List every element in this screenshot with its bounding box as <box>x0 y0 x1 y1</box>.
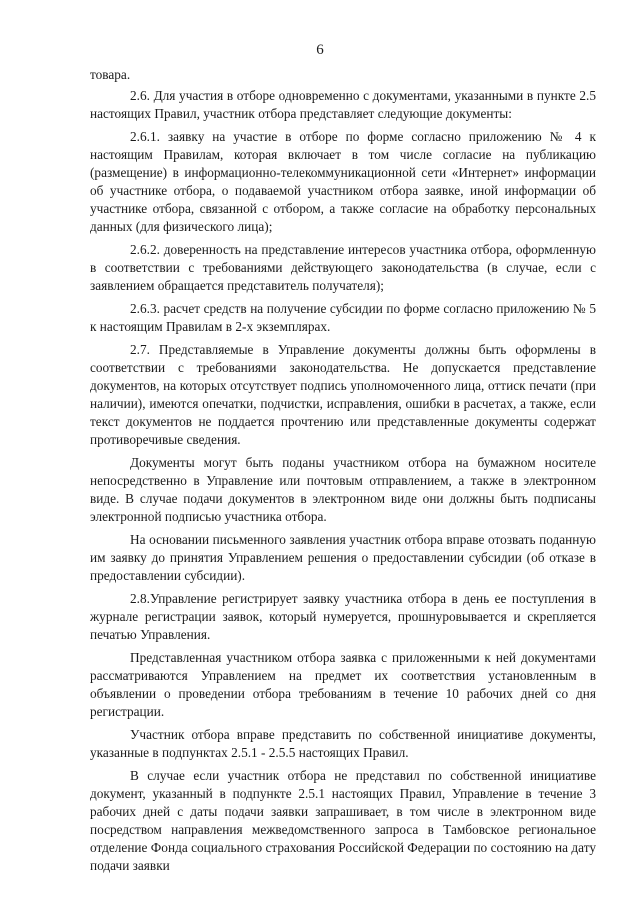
paragraph-submission-methods: Документы могут быть поданы участником отбора на бумажном носителе непосредственно в Управление или почтовым отправлением, а также в электронном виде. В случае подачи документов в электронном виде они должны быть подписаны электронной подписью участника отбора. <box>90 455 596 524</box>
paragraph-2-6-1: 2.6.1. заявку на участие в отборе по форме согласно приложению № 4 к настоящим Правилам, которая включает в том числе согласие на публикацию (размещение) в информационно-телекоммуникационной сети «Интернет» информации об участнике отбора, о подаваемой участником отбора заявке, иной информации об участнике отбора, связанной с отбором, а также согласие на обработку персональных данных (для физического лица); <box>90 129 596 234</box>
paragraph-2-6-3: 2.6.3. расчет средств на получение субсидии по форме согласно приложению № 5 к настоящим Правилам в 2-х экземплярах. <box>90 301 596 334</box>
paragraph-continuation: товара. <box>90 67 131 82</box>
page-number: 6 <box>316 42 324 58</box>
paragraph-own-initiative: Участник отбора вправе представить по собственной инициативе документы, указанные в подпунктах 2.5.1 - 2.5.5 настоящих Правил. <box>90 727 596 760</box>
body-text <box>90 66 596 880</box>
paragraph-2-8: 2.8.Управление регистрирует заявку участника отбора в день ее поступления в журнале регистрации заявок, который нумеруется, прошнуровывается и скрепляется печатью Управления. <box>90 591 596 642</box>
paragraph-withdrawal: На основании письменного заявления участник отбора вправе отозвать поданную им заявку до принятия Управлением решения о предоставлении субсидии (об отказе в предоставлении субсидии). <box>90 532 596 583</box>
paragraph-2-6-2: 2.6.2. доверенность на представление интересов участника отбора, оформленную в соответствии с требованиями действующего законодательства (в случае, если с заявлением обращается представитель получателя); <box>90 242 596 293</box>
paragraph-2-7: 2.7. Представляемые в Управление документы должны быть оформлены в соответствии с требованиями законодательства. Не допускается представление документов, на которых отсутствует подпись уполномоченного лица, оттиск печати (при наличии), имеются опечатки, подчистки, исправления, ошибки в расчетах, а также, если текст документов не поддается прочтению или представленные документы содержат противоречивые сведения. <box>90 342 596 447</box>
paragraph-review: Представленная участником отбора заявка с приложенными к ней документами рассматриваются Управлением на предмет их соответствия установленным в объявлении о проведении отбора требованиям в течение 10 рабочих дней со дня регистрации. <box>90 650 596 719</box>
paragraph-interagency-request: В случае если участник отбора не представил по собственной инициативе документ, указанный в подпункте 2.5.1 настоящих Правил, Управление в течение 3 рабочих дней с даты подачи заявки запрашивает, в том числе в электронном виде посредством направления межведомственного запроса в Тамбовское региональное отделение Фонда социального страхования Российской Федерации по состоянию на дату подачи заявки <box>90 768 596 873</box>
paragraph-2-6: 2.6. Для участия в отборе одновременно с документами, указанными в пункте 2.5 настоящих Правил, участник отбора представляет следующие документы: <box>90 88 596 121</box>
